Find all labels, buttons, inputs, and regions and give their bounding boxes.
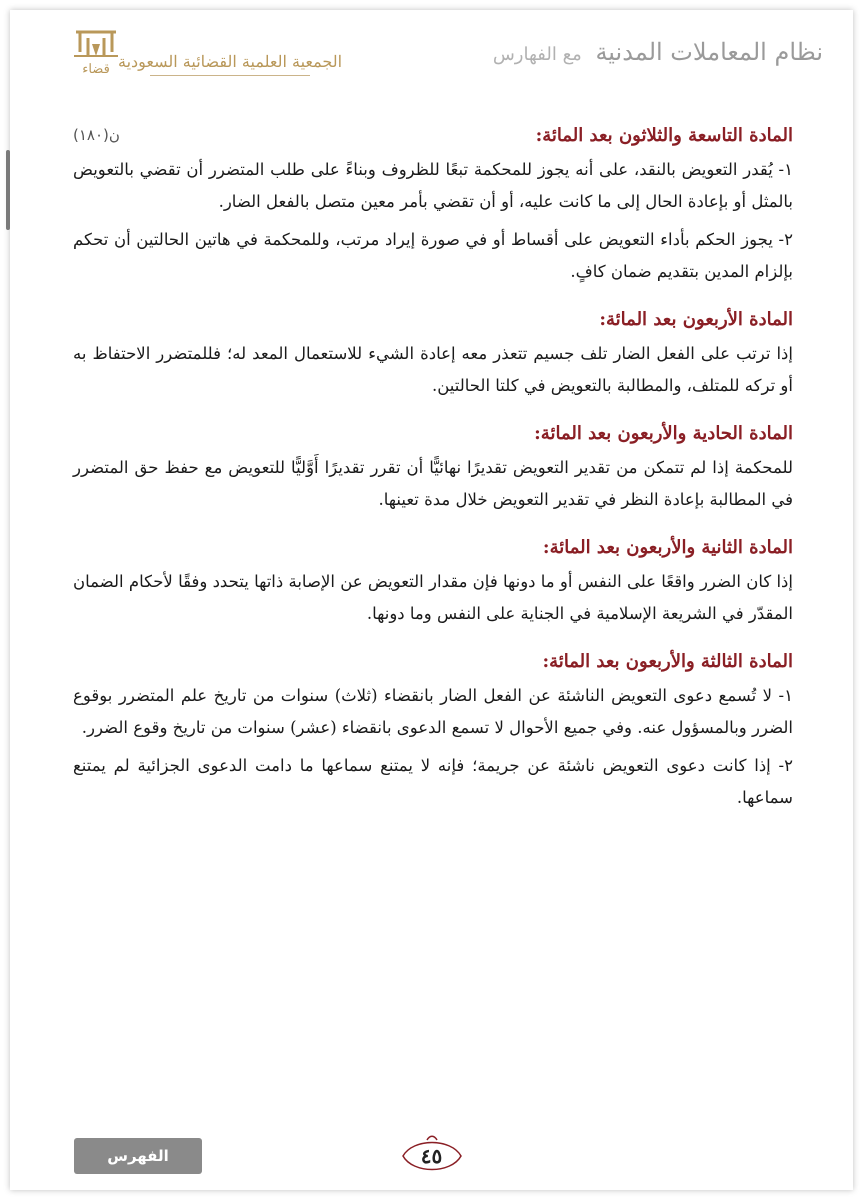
article-title: المادة الحادية والأربعون بعد المائة:	[534, 423, 793, 444]
logo-caption: قضاء	[82, 62, 110, 77]
article-paragraph: ٢- إذا كانت دعوى التعويض ناشئة عن جريمة؛ فإنه لا يمتنع سماعها ما دامت الدعوى الجزائية لم يمتنع سماعها.	[73, 756, 793, 807]
article	[73, 118, 793, 288]
article-head	[73, 416, 793, 452]
association-logo	[70, 26, 122, 86]
book-title	[493, 38, 823, 66]
association-divider	[150, 75, 310, 76]
page-number-text: ٤٥	[420, 1144, 443, 1168]
book-subtitle: مع الفهارس	[492, 44, 582, 65]
scales-logo-icon	[72, 26, 120, 60]
index-button[interactable]: الفهرس	[74, 1138, 202, 1174]
article	[73, 416, 793, 516]
article-paragraph: ٢- يجوز الحكم بأداء التعويض على أقساط أو في صورة إيراد مرتب، وللمحكمة في هاتين الحالتين أن تحكم بإلزام المدين بتقديم ضمان كافٍ.	[73, 230, 793, 281]
article-paragraph: ١- لا تُسمع دعوى التعويض الناشئة عن الفعل الضار بانقضاء (ثلاث) سنوات من تاريخ علم المتضرر بوقوع الضرر وبالمسؤول عنه. وفي جميع الأحوال لا تسمع الدعوى بانقضاء (عشر) سنوات من تاريخ وقوع الضرر.	[73, 686, 793, 737]
association-banner	[117, 42, 343, 86]
article-title: المادة الأربعون بعد المائة:	[599, 309, 793, 330]
article-head	[73, 644, 793, 680]
article-paragraph: إذا كان الضرر واقعًا على النفس أو ما دونها فإن مقدار التعويض عن الإصابة ذاتها يتحدد وفقًا لأحكام الضمان المقدّر في الشريعة الإسلامية في الجناية على النفس وما دونها.	[73, 572, 793, 623]
article-head	[73, 118, 793, 154]
article-title: المادة الثالثة والأربعون بعد المائة:	[542, 651, 793, 672]
note-reference: ن(١٨٠)	[73, 126, 120, 144]
page-footer	[0, 1138, 863, 1182]
article-paragraph: ١- يُقدر التعويض بالنقد، على أنه يجوز للمحكمة تبعًا للظروف وبناءً على طلب المتضرر أن تقضي بالتعويض بالمثل أو بإعادة الحال إلى ما كانت عليه، أو أن تقضي بأمر معين متصل بالفعل الضار.	[73, 160, 793, 211]
article	[73, 530, 793, 630]
page-header	[70, 26, 823, 86]
article-title: المادة الثانية والأربعون بعد المائة:	[542, 537, 793, 558]
article	[73, 302, 793, 402]
page-number	[397, 1134, 467, 1174]
articles-content	[73, 118, 793, 828]
scrollbar-thumb[interactable]	[6, 150, 10, 230]
article-head	[73, 302, 793, 338]
article-paragraph: للمحكمة إذا لم تتمكن من تقدير التعويض تقديرًا نهائيًّا أن تقرر تقديرًا أَوَّليًّا للتعويض مع حفظ حق المتضرر في المطالبة بإعادة النظر في تقدير التعويض خلال مدة تعينها.	[73, 458, 793, 509]
article	[73, 644, 793, 814]
book-title-text: نظام المعاملات المدنية	[595, 38, 823, 66]
article-paragraph: إذا ترتب على الفعل الضار تلف جسيم تتعذر معه إعادة الشيء للاستعمال المعد له؛ فللمتضرر الاحتفاظ به أو تركه للمتلف، والمطالبة بالتعويض في كلتا الحالتين.	[73, 344, 793, 395]
article-head	[73, 530, 793, 566]
article-title: المادة التاسعة والثلاثون بعد المائة:	[535, 125, 793, 146]
association-name: الجمعية العلمية القضائية السعودية	[117, 52, 343, 71]
